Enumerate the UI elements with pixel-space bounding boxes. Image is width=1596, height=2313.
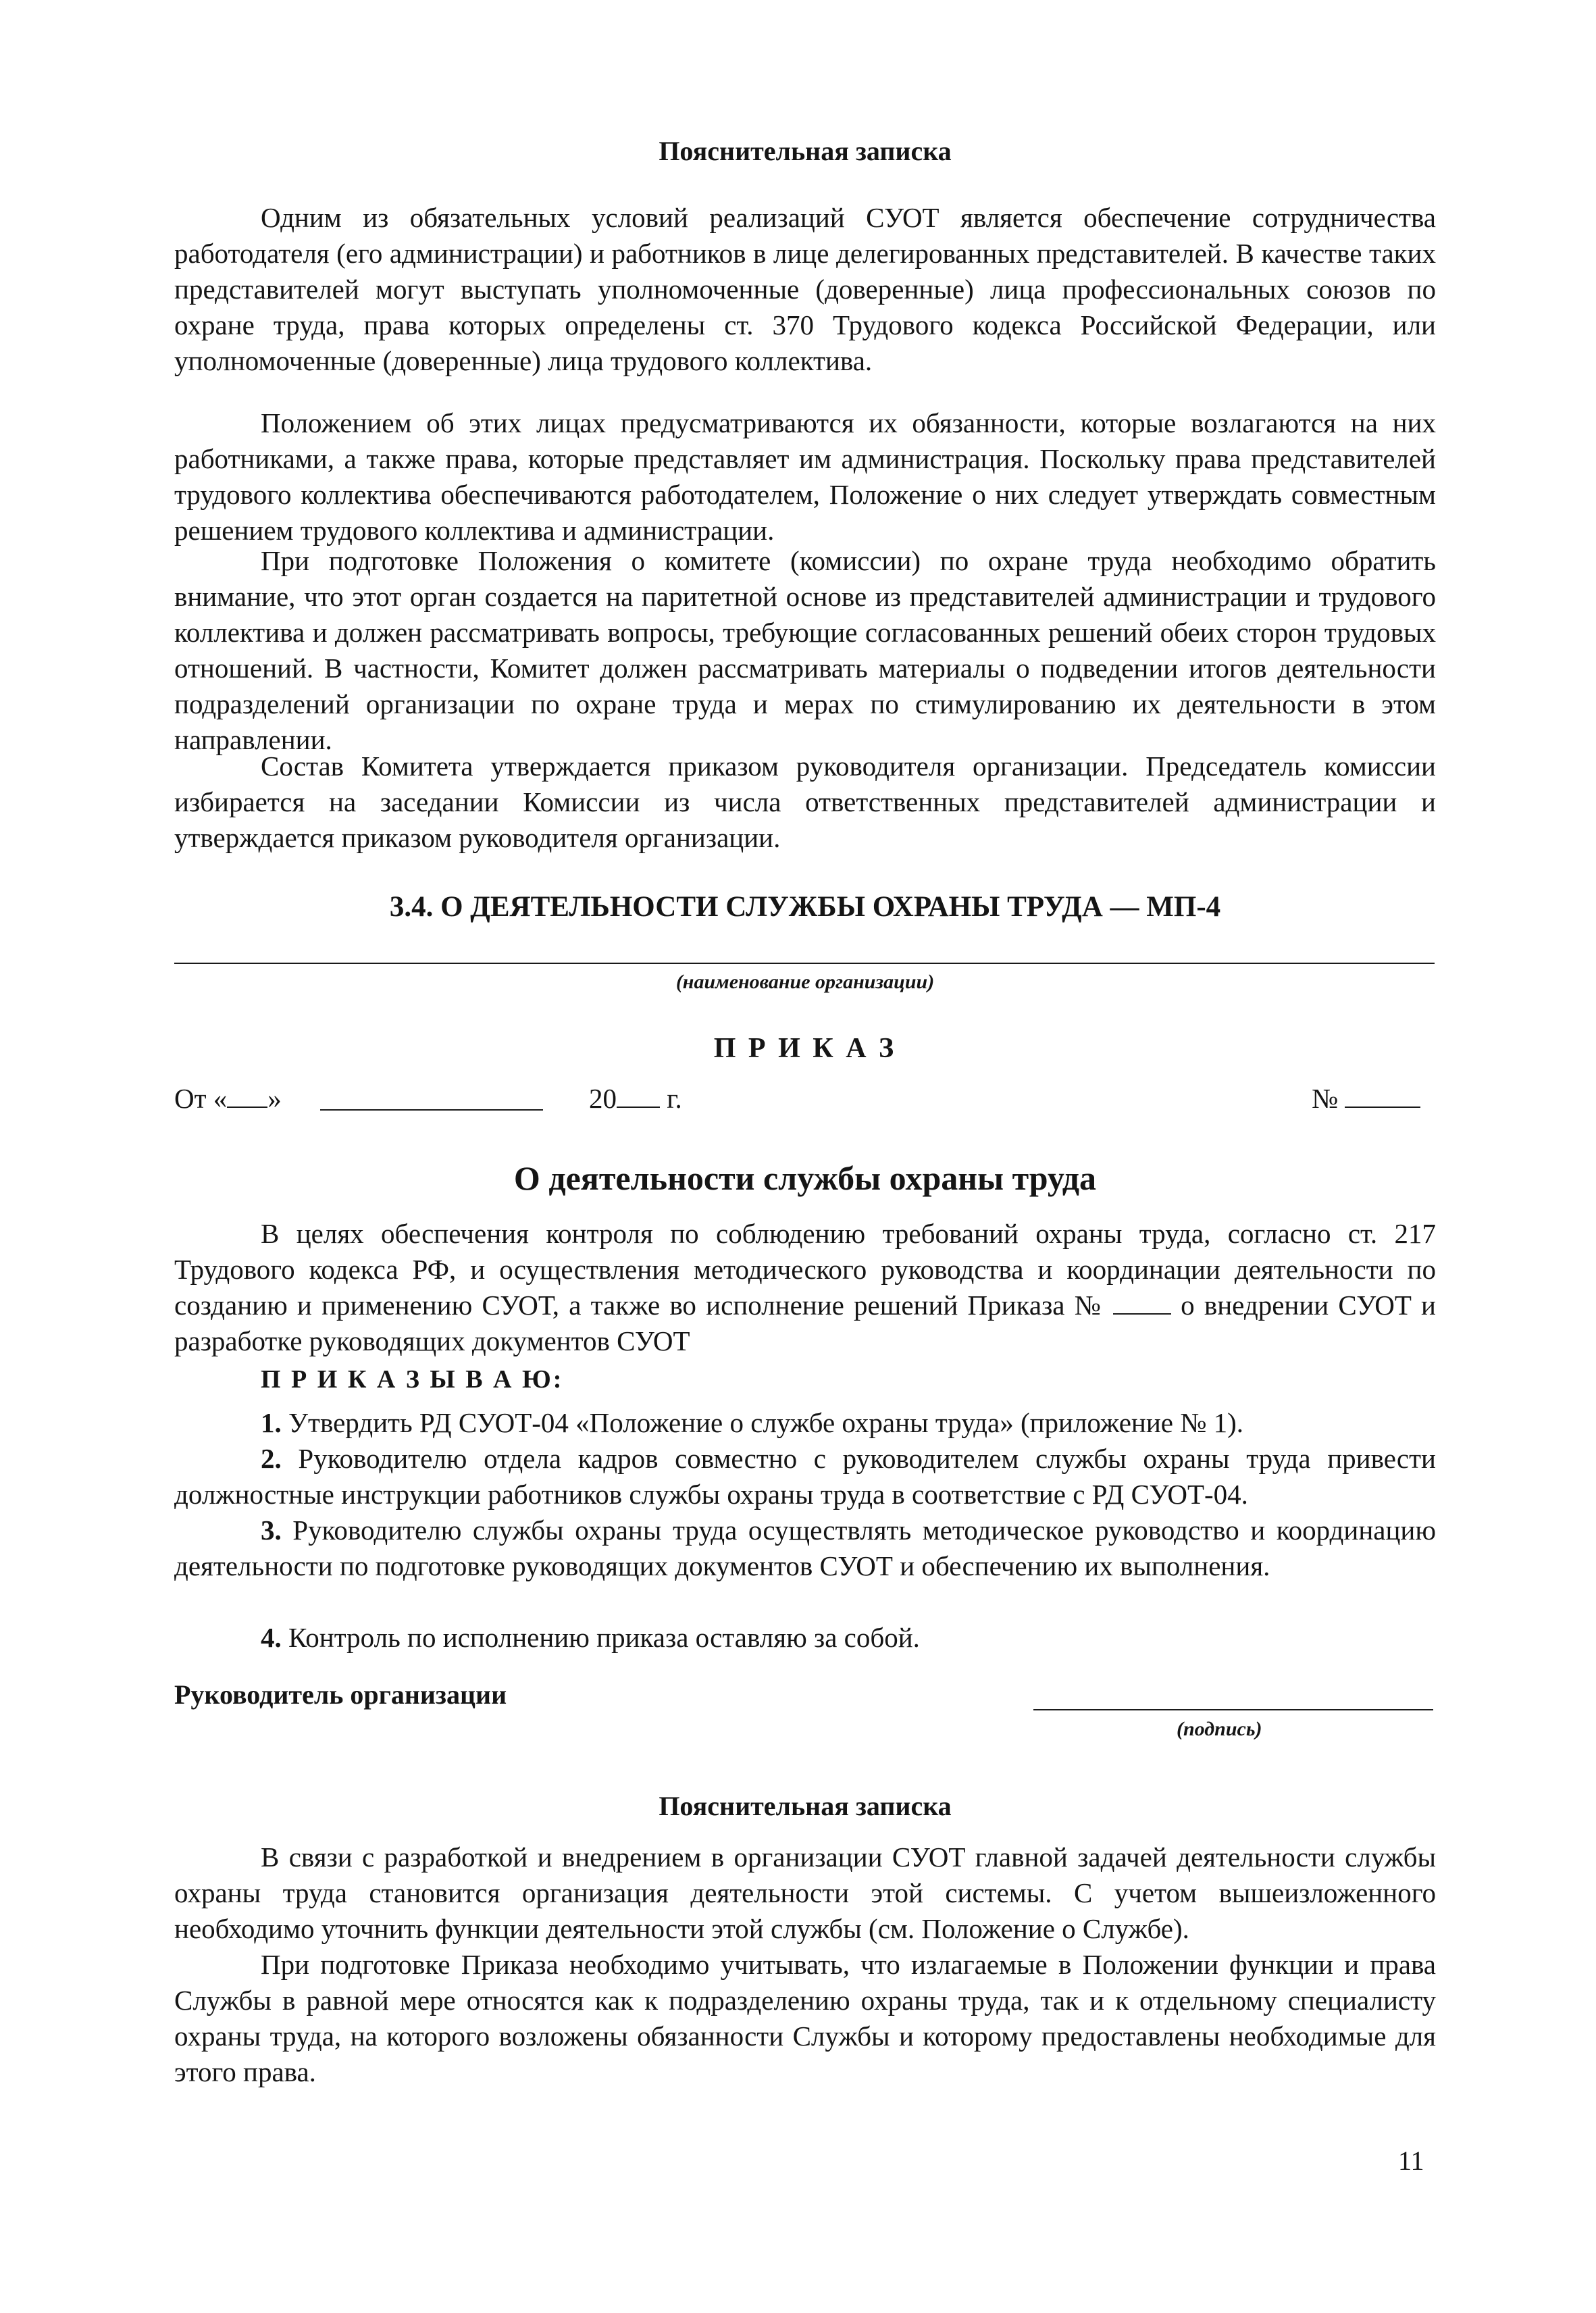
order-preamble-end: о внедрении СУОТ и разработке руководящих документов СУОТ: [174, 1290, 1436, 1356]
number-blank: [1345, 1107, 1420, 1108]
year-suffix: г.: [667, 1083, 682, 1114]
note2-paragraph-2: При подготовке Приказа необходимо учитывать, что излагаемые в Положении функции и права Службы в равной мере относятся как к подразделению охраны труда, так и к отдельному специалисту охраны труда, на которого возложены обязанности Службы и которому предоставлены необходимые для этого права.: [174, 1949, 1436, 2087]
note1-title: Пояснительная записка: [659, 136, 952, 166]
organization-caption: (наименование организации): [675, 971, 935, 993]
page-number: 11: [1398, 2145, 1424, 2176]
year-blank: [617, 1107, 660, 1108]
year-prefix: 20: [589, 1083, 617, 1114]
order-date: [174, 1082, 282, 1115]
note1-paragraph-2: Положением об этих лицах предусматриваются их обязанности, которые возлагаются на них работниками, а также права, которые представляет им администрация. Поскольку права представителей трудового коллектива обеспечиваются работодателем, Положение о них следует утверждать совместным решением трудового коллектива и администрации.: [174, 407, 1436, 546]
order-title: О деятельности службы охраны труда: [513, 1159, 1097, 1197]
order-number: [1312, 1082, 1420, 1115]
signature-caption: (подпись): [1177, 1718, 1262, 1740]
order-item-1: 1. Утвердить РД СУОТ-04 «Положение о службе охраны труда» (приложение № 1).: [261, 1407, 1243, 1438]
order-item-3: 3. Руководителю службы охраны труда осуществлять методическое руководство и координацию деятельности по подготовке руководящих документов СУОТ и обеспечению их выполнения.: [174, 1515, 1436, 1581]
order-item-4: 4. Контроль по исполнению приказа оставляю за собой.: [261, 1622, 920, 1653]
day-blank: [227, 1107, 267, 1108]
section-heading: 3.4. О ДЕЯТЕЛЬНОСТИ СЛУЖБЫ ОХРАНЫ ТРУДА — МП-4: [389, 891, 1221, 923]
order-reference-blank: [1113, 1313, 1171, 1315]
month-blank: [320, 1109, 543, 1111]
order-item-2: 2. Руководителю отдела кадров совместно с руководителем службы охраны труда привести должностные инструкции работников службы охраны труда в соответствие с РД СУОТ-04.: [174, 1443, 1436, 1510]
note2-title: Пояснительная записка: [659, 1791, 952, 1821]
date-close-quote: »: [267, 1083, 282, 1114]
order-preamble: В целях обеспечения контроля по соблюдению требований охраны труда, согласно ст. 217 Трудового кодекса РФ, и осуществления методического руководства и координации деятельности по созданию и применению СУОТ, а также во исполнение решений Приказа № о внедрении СУОТ и разработке руководящих документов СУОТ: [174, 1218, 1436, 1356]
number-label: №: [1312, 1083, 1339, 1114]
date-from-label: От «: [174, 1083, 228, 1114]
note1-paragraph-1: Одним из обязательных условий реализаций СУОТ является обеспечение сотрудничества работодателя (его администрации) и работников в лице делегированных представителей. В качестве таких представителей могут выступать уполномоченные (доверенные) лица профессиональных союзов по охране труда, права которых определены ст. 370 Трудового кодекса Российской Федерации, или уполномоченные (доверенные) лица трудового коллектива.: [174, 202, 1436, 376]
organization-name-line: [174, 963, 1435, 964]
note1-paragraph-4: Состав Комитета утверждается приказом руководителя организации. Председатель комиссии избирается на заседании Комиссии из числа ответственных представителей администрации и утверждается приказом руководителя организации.: [174, 751, 1436, 853]
order-year: [589, 1082, 682, 1115]
order-verb: П Р И К А З Ы В А Ю:: [261, 1365, 564, 1394]
signature-line: [1033, 1709, 1433, 1710]
order-word: П Р И К А З: [713, 1033, 897, 1064]
signer-title: Руководитель организации: [174, 1679, 507, 1710]
note2-paragraph-1: В связи с разработкой и внедрением в организации СУОТ главной задачей деятельности службы охраны труда становится организация деятельности этой системы. С учетом вышеизложенного необходимо уточнить функции деятельности этой службы (см. Положение о Службе).: [174, 1841, 1436, 1944]
note1-paragraph-3: При подготовке Положения о комитете (комиссии) по охране труда необходимо обратить внимание, что этот орган создается на паритетной основе из представителей администрации и трудового коллектива и должен рассматривать вопросы, требующие согласованных решений обеих сторон трудовых отношений. В частности, Комитет должен рассматривать материалы о подведении итогов деятельности подразделений организации по охране труда и мерах по стимулированию их деятельности в этом направлении.: [174, 545, 1436, 755]
